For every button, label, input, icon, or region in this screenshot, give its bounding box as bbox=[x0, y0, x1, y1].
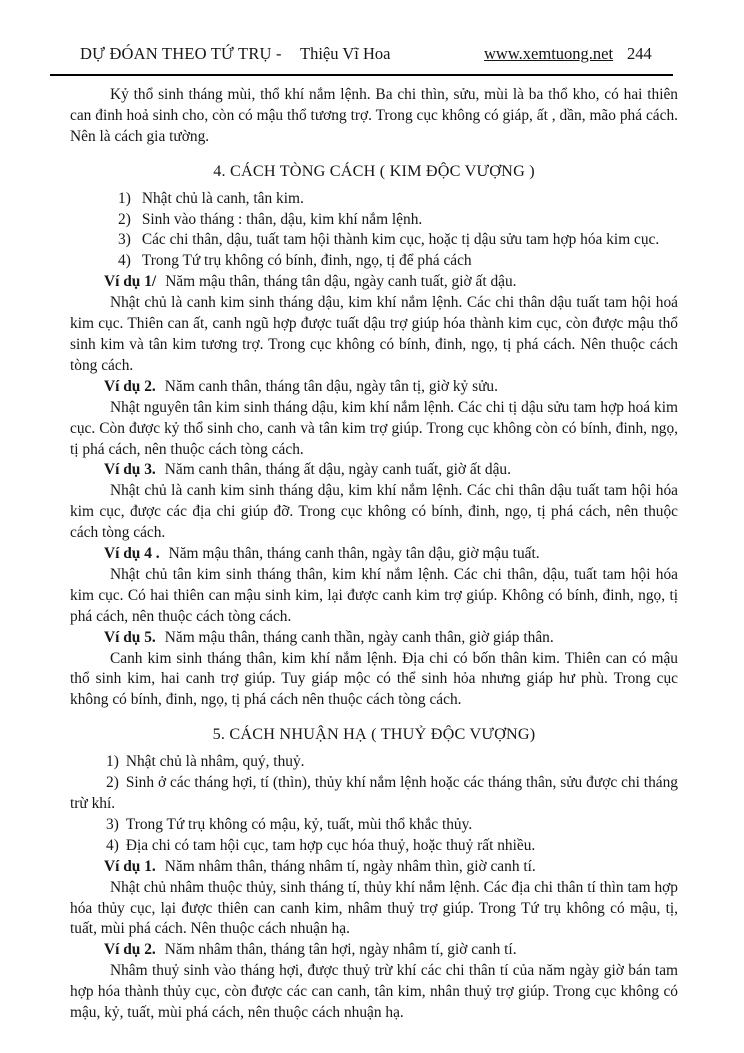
example-heading bbox=[70, 628, 678, 649]
rule-number: 3) bbox=[106, 815, 119, 833]
book-title: DỰ ĐÓAN THEO TỨ TRỤ - bbox=[80, 44, 282, 63]
section4-heading: 4. CÁCH TÒNG CÁCH ( KIM ĐỘC VƯỢNG ) bbox=[213, 161, 535, 180]
rule-item bbox=[70, 210, 678, 231]
example-paragraph: Canh kim sinh tháng thân, kim khí nắm lệnh. Địa chi có bốn thân kim. Thiên can có mậu thổ sinh kim, hai canh trợ giúp. Tuy giáp mộc có thể sinh hỏa nhưng giáp hư phù. Trong cục không có bính, đinh, ngọ, tị phá cách nên thuộc cách tòng cách. bbox=[70, 649, 678, 709]
section5-heading: 5. CÁCH NHUẬN HẠ ( THUỶ ĐỘC VƯỢNG) bbox=[212, 725, 536, 744]
example-intro: Năm mậu thân, tháng canh thần, ngày canh thân, giờ giáp thân. bbox=[164, 628, 554, 646]
rule-number: 4) bbox=[106, 836, 119, 854]
rule-number: 2) bbox=[106, 774, 119, 792]
rule-text: Nhật chủ là canh, tân kim. bbox=[141, 189, 304, 207]
example-paragraph: Nhật chủ là canh kim sinh tháng dậu, kim khí nắm lệnh. Các chi thân dậu tuất tam hội hóa kim cục, được các địa chi giúp đỡ. Trong cục không có bính, đinh, ngọ, tị phá cách, nên thuộc cách tòng cách. bbox=[70, 482, 678, 542]
example-paragraph: Nhâm thuỷ sinh vào tháng hợi, được thuỷ trừ khí các chi thân tí của năm ngày giờ bán tam hợp hóa thành thủy cục, còn được các can canh, tân kim, nhân thuỷ trợ giúp. Trong cục không có mậu, kỷ, tuất, mùi phá cách, nên thuộc cách nhuận hạ. bbox=[70, 962, 678, 1022]
page-number: 244 bbox=[627, 44, 652, 63]
example-label: Ví dụ 2. bbox=[104, 377, 156, 395]
rule-text: Sinh ở các tháng hợi, tí (thìn), thủy khí nắm lệnh hoặc các tháng thân, sửu được chi tháng trừ khí. bbox=[70, 774, 678, 812]
example-heading bbox=[70, 544, 678, 565]
example-heading bbox=[70, 272, 678, 293]
rule-number: 1) bbox=[106, 753, 119, 771]
rule-text: Trong Tứ trụ không có bính, đinh, ngọ, tị để phá cách bbox=[141, 252, 472, 270]
rule-text: Nhật chủ là nhâm, quý, thuỷ. bbox=[125, 753, 305, 771]
example-intro: Năm mậu thân, tháng tân dậu, ngày canh tuất, giờ ất dậu. bbox=[165, 273, 517, 291]
author-name: Thiệu Vĩ Hoa bbox=[300, 44, 391, 63]
rule-item bbox=[70, 230, 678, 251]
example-heading bbox=[70, 940, 678, 961]
example-intro: Năm mậu thân, tháng canh thân, ngày tân dậu, giờ mậu tuất. bbox=[168, 545, 540, 563]
rule-item bbox=[70, 773, 678, 815]
rule-text: Trong Tứ trụ không có mậu, kỷ, tuất, mùi thổ khắc thủy. bbox=[125, 815, 473, 833]
header-divider bbox=[50, 74, 673, 76]
rule-text: Các chi thân, dậu, tuất tam hội thành kim cục, hoặc tị dậu sửu tam hợp hóa kim cục. bbox=[141, 231, 660, 249]
rule-text: Địa chi có tam hội cục, tam hợp cục hóa thuỷ, hoặc thuỷ rất nhiều. bbox=[125, 836, 536, 854]
example-label: Ví dụ 1. bbox=[104, 857, 156, 875]
example-label: Ví dụ 1/ bbox=[104, 273, 157, 291]
example-paragraph: Nhật chủ là canh kim sinh tháng dậu, kim khí nắm lệnh. Các chi thân dậu tuất tam hội hoá kim cục. Thiên can ất, canh ngũ hợp được tuất dậu trợ giúp hóa thành kim cục, còn được mậu thổ sinh kim và tân kim tương trợ. Trong cục không có bính, đinh, ngọ, tị phá cách. Nên thuộc cách tòng cách. bbox=[70, 294, 678, 374]
rule-item bbox=[70, 752, 678, 773]
rule-number: 2) bbox=[118, 210, 131, 228]
example-paragraph: Nhật chủ nhâm thuộc thủy, sinh tháng tí, thủy khí nắm lệnh. Các địa chi thân tí thìn tam hợp hóa thủy cục, lại được thiên can canh kim, nhâm thuỷ trợ giúp. Trong Tứ trụ không có mậu, tị, tuất, mùi phá cách. Nên thuộc cách nhuận hạ. bbox=[70, 878, 678, 938]
rule-text: Sinh vào tháng : thân, dậu, kim khí nắm lệnh. bbox=[141, 210, 423, 228]
example-paragraph: Nhật chủ tân kim sinh tháng thân, kim khí nắm lệnh. Các chi thân, dậu, tuất tam hội hóa kim cục. Có hai thiên can mậu sinh kim, lại được canh kim trợ giúp. Không có bính, đinh, ngọ, tị phá cách, nên thuộc cách tòng cách. bbox=[70, 565, 678, 625]
example-intro: Năm canh thân, tháng tân dậu, ngày tân tị, giờ kỷ sửu. bbox=[164, 377, 498, 395]
intro-paragraph: Kỷ thổ sinh tháng mùi, thổ khí nắm lệnh. Ba chi thìn, sửu, mùi là ba thổ kho, có hai thiên can đinh hoả sinh cho, còn có mậu thổ tương trợ. Trong cục không có giáp, ất , dần, mão phá cách. Nên là cách gia tường. bbox=[70, 86, 678, 145]
rule-item bbox=[70, 189, 678, 210]
example-heading bbox=[70, 377, 678, 398]
example-intro: Năm nhâm thân, tháng nhâm tí, ngày nhâm thìn, giờ canh tí. bbox=[164, 857, 536, 875]
rule-item bbox=[70, 251, 678, 272]
example-label: Ví dụ 5. bbox=[104, 628, 156, 646]
example-label: Ví dụ 2. bbox=[104, 941, 156, 959]
example-intro: Năm nhâm thân, tháng tân hợi, ngày nhâm tí, giờ canh tí. bbox=[164, 941, 517, 959]
rule-number: 4) bbox=[118, 252, 131, 270]
rule-number: 3) bbox=[118, 231, 131, 249]
example-heading bbox=[70, 460, 678, 481]
example-paragraph: Nhật nguyên tân kim sinh tháng dậu, kim khí nắm lệnh. Các chi tị dậu sửu tam hợp hoá kim cục. Còn được kỷ thổ sinh cho, canh và tân kim trợ giúp. Trong cục không còn có bính, đinh, ngọ, tị phá cách, nên thuộc cách tòng cách. bbox=[70, 398, 678, 458]
rule-item bbox=[70, 836, 678, 857]
example-intro: Năm canh thân, tháng ất dậu, ngày canh tuất, giờ ất dậu. bbox=[164, 461, 511, 479]
page-body bbox=[70, 85, 678, 1024]
rule-number: 1) bbox=[118, 189, 131, 207]
example-heading bbox=[70, 857, 678, 878]
example-label: Ví dụ 4 . bbox=[104, 545, 160, 563]
rule-item bbox=[70, 815, 678, 836]
website-link[interactable]: www.xemtuong.net bbox=[484, 44, 614, 63]
example-label: Ví dụ 3. bbox=[104, 461, 156, 479]
